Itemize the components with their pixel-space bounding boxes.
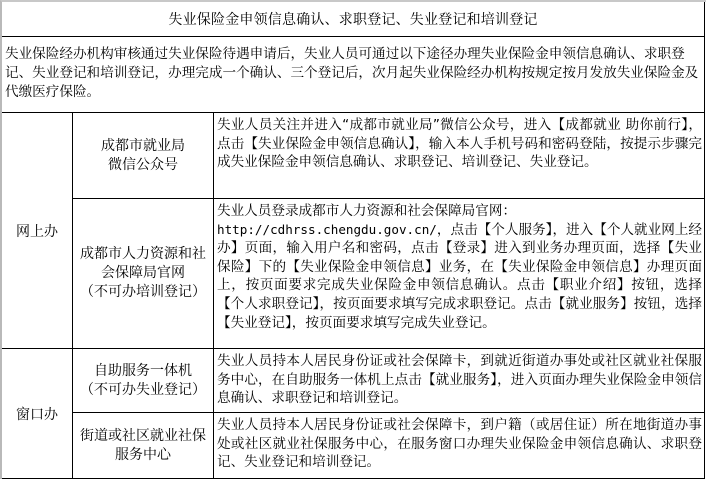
channel-name-line2: 会保障局官网 <box>101 265 185 281</box>
channel-note: （不可办培训登记） <box>80 284 206 300</box>
category-label: 网上办 <box>16 223 58 240</box>
channel-self-service-kiosk <box>73 349 214 413</box>
detail-intro: 失业人员登录成都市人力资源和社会保障局官网： <box>217 203 517 219</box>
detail-community-service-center <box>214 413 705 479</box>
detail-self-service-kiosk <box>214 349 705 413</box>
category-online <box>2 113 73 349</box>
channel-name-line1: 成都市人力资源和社 <box>80 246 206 262</box>
detail-wechat <box>214 113 705 199</box>
category-label: 窗口办 <box>16 406 58 423</box>
detail-text: 失业人员持本人居民身份证或社会保障卡，到户籍（或居住证）所在地街道办事处或社区就业社保服务中心，在服务窗口办理失业保险金申领信息确认、求职登记、失业登记和培训登记。 <box>217 417 702 471</box>
channel-hrss-website <box>73 199 214 349</box>
website-url-link[interactable]: http://cdhrss.chengdu.gov.cn/ <box>217 221 437 237</box>
table-description: 失业保险经办机构审核通过失业保险待遇申请后，失业人员可通过以下途径办理失业保险金申领信息确认、求职登记、失业登记和培训登记，办理完成一个确认、三个登记后，次月起失业保险经办机构按规定按月发放失业保险金及代缴医疗保险。 <box>2 37 705 113</box>
channel-name-line1: 街道或社区就业社保 <box>80 427 206 444</box>
detail-hrss-website <box>214 199 705 349</box>
channel-community-service-center <box>73 413 214 479</box>
detail-text: ，点击【个人服务】，进入【个人就业网上经办】页面，输入用户名和密码，点击【登录】进入到业务办理页面，选择【失业保险】下的【失业保险金申领信息】业务，在【失业保险金申领信息】办理页面上，按页面要求完成失业保险金申领信息确认。点击【职业介绍】按钮，选择【个人求职登记】，按页面要求填写完成求职登记。点击【就业服务】按钮，选择【失业登记】，按页面要求填写完成失业登记。 <box>217 221 702 331</box>
channel-name-line1: 成都市就业局 <box>101 137 185 154</box>
channel-note: （不可办失业登记） <box>80 381 206 398</box>
table-title: 失业保险金申领信息确认、求职登记、失业登记和培训登记 <box>2 2 705 37</box>
channel-name-line1: 自助服务一体机 <box>94 362 192 379</box>
channel-wechat <box>73 113 214 199</box>
detail-text: 失业人员关注并进入“成都市就业局”微信公众号，进入【成都就业 助你前行】，点击【失业保险金申领信息确认】，输入本人手机号码和密码登陆，按提示步骤完成失业保险金申领信息确认、求职登记、培训登记、失业登记。 <box>217 117 702 171</box>
category-window <box>2 349 73 479</box>
detail-text: 失业人员持本人居民身份证或社会保障卡，到就近街道办事处或社区就业社保服务中心，在自助服务一体机上点击【就业服务】，进入页面办理失业保险金申领信息确认、求职登记和培训登记。 <box>217 353 702 407</box>
channel-name-line2: 服务中心 <box>115 446 171 463</box>
channel-name-line2: 微信公众号 <box>108 156 178 173</box>
